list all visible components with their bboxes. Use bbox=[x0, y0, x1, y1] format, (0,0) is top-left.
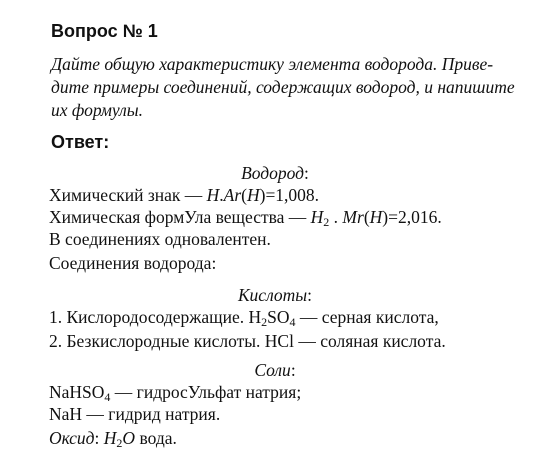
symbol-paren-open: ( bbox=[241, 185, 247, 205]
acid-1-sub2: 4 bbox=[289, 315, 296, 329]
oxide-sub: 2 bbox=[116, 436, 123, 450]
acid-line-1 bbox=[49, 306, 439, 328]
salt-1-suffix: — гидросУльфат натрия; bbox=[110, 382, 302, 402]
salts-heading-colon: : bbox=[290, 360, 296, 380]
question-text-line-2: дите примеры соединений, содержащих водород, и напишите bbox=[51, 77, 515, 97]
hydrogen-heading-text: Водород bbox=[241, 163, 305, 183]
oxide-h: H bbox=[103, 428, 117, 448]
formula-value: =2,016. bbox=[388, 207, 442, 227]
symbol-ar: Ar bbox=[223, 185, 242, 205]
acids-heading-colon: : bbox=[307, 285, 313, 305]
salt-1-prefix: NaHSO bbox=[49, 382, 105, 402]
symbol-h: H bbox=[206, 185, 220, 205]
salt-line-1 bbox=[49, 381, 301, 403]
hydrogen-heading-colon: : bbox=[304, 163, 309, 183]
symbol-prefix: Химический знак — bbox=[49, 185, 207, 205]
hydrogen-heading bbox=[0, 162, 550, 184]
formula-h: H bbox=[310, 207, 324, 227]
acid-line-2: 2. Безкислородные кислоты. HCl — соляная кислота. bbox=[49, 331, 446, 351]
formula-mr: Mr bbox=[342, 207, 364, 227]
acid-1-prefix: 1. Кислородосодержащие. H bbox=[49, 307, 262, 327]
salts-heading-text: Соли bbox=[254, 360, 291, 380]
symbol-value: =1,008. bbox=[265, 185, 320, 205]
formula-line bbox=[49, 206, 442, 228]
formula-paren-close: ) bbox=[382, 207, 389, 227]
salts-heading bbox=[0, 359, 550, 381]
question-title: Вопрос № 1 bbox=[51, 21, 158, 41]
symbol-ar-element: H bbox=[246, 185, 260, 205]
formula-mr-element: H bbox=[369, 207, 383, 227]
formula-sub: 2 bbox=[323, 215, 330, 229]
acid-1-sub: 2 bbox=[261, 315, 268, 329]
oxide-o: O bbox=[122, 428, 136, 448]
acid-1-suffix: — серная кислота, bbox=[295, 307, 439, 327]
oxide-label: Оксид bbox=[49, 428, 95, 448]
acids-heading bbox=[0, 284, 550, 306]
acid-1-middle: SO bbox=[267, 307, 290, 327]
symbol-dot: . bbox=[219, 185, 224, 205]
formula-prefix: Химическая формУла вещества — bbox=[49, 207, 311, 227]
valence-line: В соединениях одновалентен. bbox=[49, 229, 271, 249]
answer-heading: Ответ: bbox=[51, 132, 110, 152]
formula-paren-open: ( bbox=[363, 207, 370, 227]
symbol-paren-close: ) bbox=[259, 185, 266, 205]
oxide-line bbox=[49, 427, 177, 449]
acids-heading-text: Кислоты bbox=[237, 285, 308, 305]
compounds-line: Соединения водорода: bbox=[49, 253, 217, 273]
oxide-colon: : bbox=[94, 428, 104, 448]
formula-dot: . bbox=[329, 207, 343, 227]
salt-1-sub: 4 bbox=[104, 390, 111, 404]
question-text-line-1: Дайте общую характеристику элемента водорода. Приве- bbox=[51, 54, 494, 74]
oxide-suffix: вода. bbox=[135, 428, 177, 448]
salt-line-2: NaH — гидрид натрия. bbox=[49, 404, 221, 424]
symbol-line bbox=[49, 184, 319, 206]
question-text-line-3: их формулы. bbox=[51, 100, 144, 120]
